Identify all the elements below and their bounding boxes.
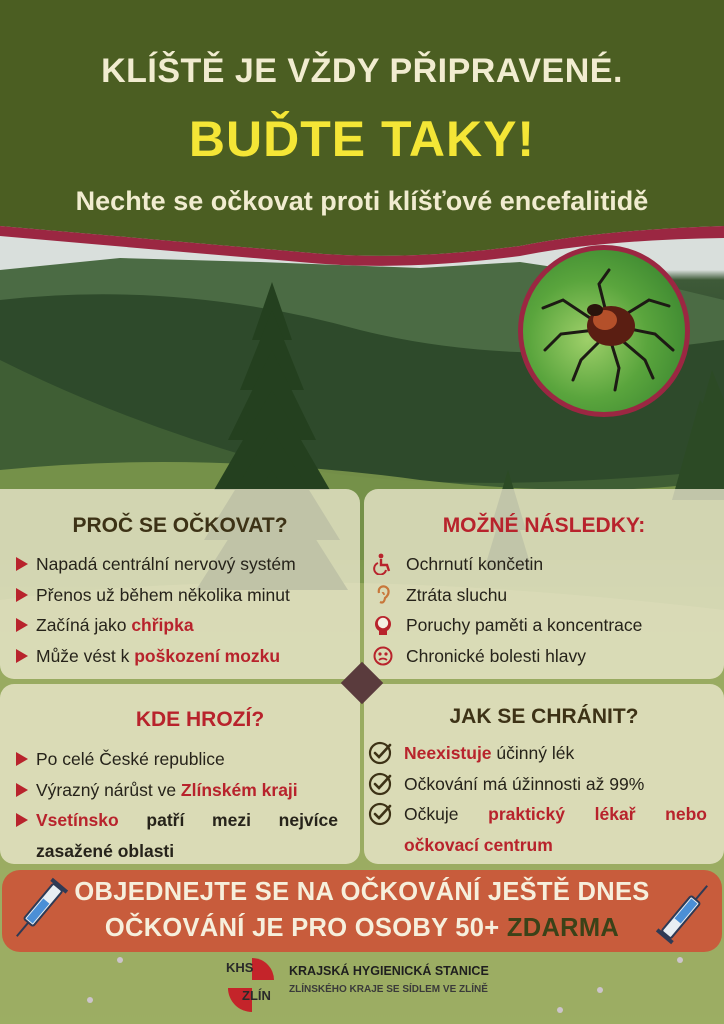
head-icon [372, 614, 394, 636]
triangle-bullet-icon [16, 783, 28, 797]
list-item: Ochrnutí končetin [372, 549, 642, 580]
ear-icon [372, 584, 394, 606]
cta-free-label: ZDARMA [506, 914, 620, 942]
wheelchair-icon [372, 553, 394, 575]
tick-photo [518, 245, 690, 417]
headline-subtitle: Nechte se očkovat proti klíšťové encefalitidě [75, 186, 649, 216]
triangle-bullet-icon [16, 618, 28, 632]
where-list [16, 744, 338, 866]
why-list [16, 549, 296, 671]
list-item: Ztráta sluchu [372, 580, 642, 611]
headache-icon [372, 645, 394, 667]
check-circle-icon [368, 772, 392, 796]
list-item: Může vést k poškození mozku [16, 641, 296, 672]
list-item: Poruchy paměti a koncentrace [372, 610, 642, 641]
cta-line-1: OBJEDNEJTE SE NA OČKOVÁNÍ JEŠTĚ DNES [74, 878, 650, 906]
khs-logo: KHS ZLÍN KRAJSKÁ HYGIENICKÁ STANICE ZLÍNSKÉHO KRAJE SE SÍDLEM VE ZLÍNĚ [222, 954, 512, 1018]
protect-title: JAK SE CHRÁNIT? [449, 705, 639, 728]
list-item: Napadá centrální nervový systém [16, 549, 296, 580]
headline-main: BUĎTE TAKY! [188, 111, 536, 167]
triangle-bullet-icon [16, 813, 28, 827]
list-item: Chronické bolesti hlavy [372, 641, 642, 672]
why-title: PROČ SE OČKOVAT? [72, 514, 288, 537]
list-item: Po celé České republice [16, 744, 338, 775]
list-item: Očkování má úžinnosti až 99% [368, 769, 707, 800]
consequences-list [372, 549, 642, 671]
list-item: Výrazný nárůst ve Zlínském kraji [16, 775, 338, 806]
cta-banner [2, 870, 722, 952]
header-banner [0, 0, 724, 260]
list-item: Očkuje praktický lékař nebo očkovací centrum [368, 799, 707, 860]
tick-icon [523, 250, 685, 412]
triangle-bullet-icon [16, 557, 28, 571]
cta-line-2: OČKOVÁNÍ JE PRO OSOBY 50+ ZDARMA [104, 914, 620, 942]
headline-top: KLÍŠTĚ JE VŽDY PŘIPRAVENÉ. [101, 52, 623, 90]
where-title: KDE HROZÍ? [135, 708, 265, 731]
protect-list [368, 738, 707, 860]
check-circle-icon [368, 802, 392, 826]
list-item: Přenos už během několika minut [16, 580, 296, 611]
consequences-title: MOŽNÉ NÁSLEDKY: [442, 514, 646, 537]
logo-subtitle: ZLÍNSKÉHO KRAJE SE SÍDLEM VE ZLÍNĚ [289, 984, 488, 995]
list-item: Začíná jako chřipka [16, 610, 296, 641]
list-item: Neexistuje účinný lék [368, 738, 707, 769]
triangle-bullet-icon [16, 752, 28, 766]
check-circle-icon [368, 741, 392, 765]
triangle-bullet-icon [16, 649, 28, 663]
logo-name: KRAJSKÁ HYGIENICKÁ STANICE [289, 964, 489, 978]
triangle-bullet-icon [16, 588, 28, 602]
list-item: Vsetínsko patří mezi nejvíce zasažené oblasti [16, 805, 338, 866]
